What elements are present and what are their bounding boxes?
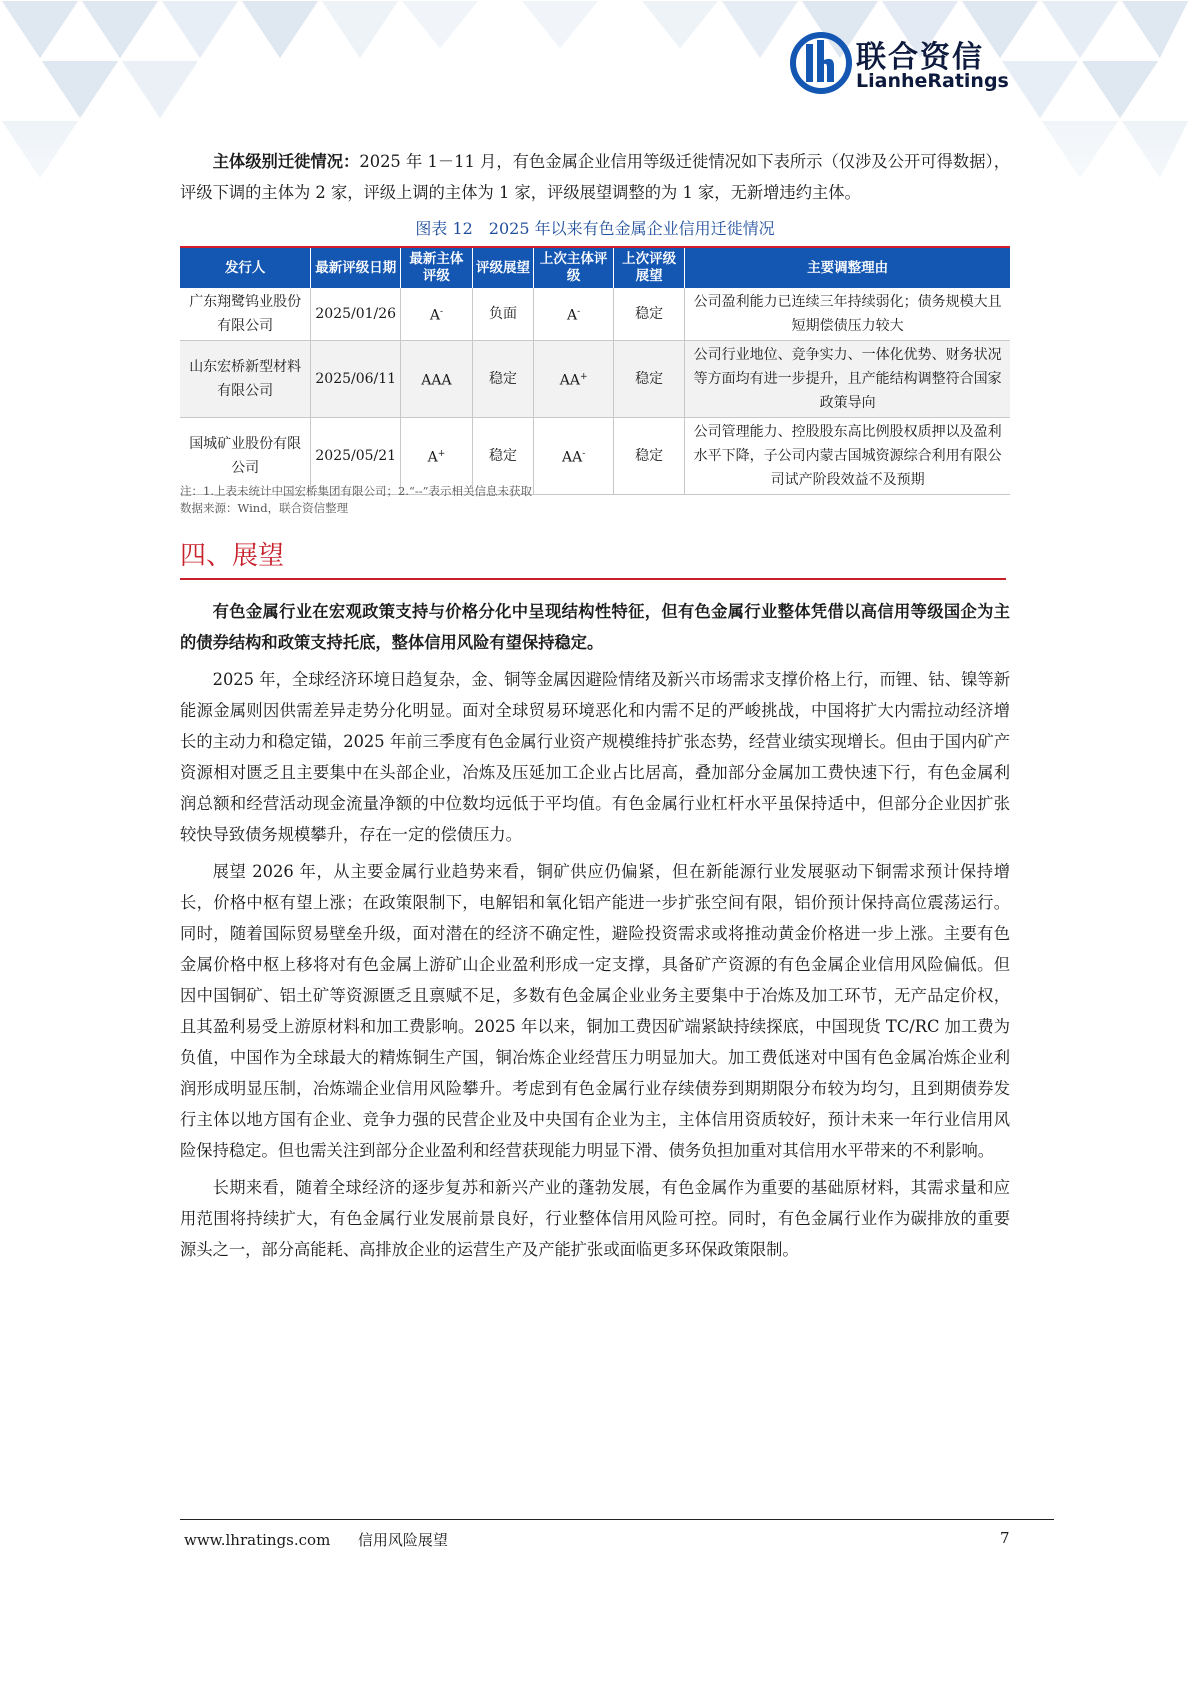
- intro-label: 主体级别迁徙情况：: [212, 152, 360, 171]
- logo-name-en: LianheRatings: [856, 70, 1009, 92]
- cell-rating: A-: [401, 288, 473, 341]
- cell-prev-rating: AA-: [534, 418, 614, 495]
- body-paragraph-3: 长期来看，随着全球经济的逐步复苏和新兴产业的蓬勃发展，有色金属作为重要的基础原材料，其需求量和应用范围将持续扩大，有色金属行业发展前景良好，行业整体信用风险可控。同时，有色金属行业作为碳排放的重要源头之一，部分高能耗、高排放企业的运营生产及产能扩张或面临更多环保政策限制。: [180, 1178, 1010, 1259]
- header-outlook: 评级展望: [472, 247, 534, 288]
- cell-prev-rating: A-: [534, 288, 614, 341]
- footer-website: www.lhratings.com: [184, 1531, 331, 1549]
- cell-prev-outlook: 稳定: [613, 288, 684, 341]
- cell-reason: 公司行业地位、竞争实力、一体化优势、财务状况等方面均有进一步提升，且产能结构调整符合国家政策导向: [685, 341, 1010, 418]
- table-row: [180, 341, 1010, 418]
- intro-paragraph: [180, 146, 1010, 208]
- cell-reason: 公司盈利能力已连续三年持续弱化；债务规模大且短期偿债压力较大: [685, 288, 1010, 341]
- outlook-body: [180, 596, 1010, 1265]
- footer-document-title: 信用风险展望: [357, 1531, 448, 1549]
- section-title: 四、展望: [180, 535, 1006, 580]
- cell-date: 2025/01/26: [311, 288, 401, 341]
- table-row: [180, 288, 1010, 341]
- cell-date: 2025/06/11: [311, 341, 401, 418]
- header-issuer: 发行人: [180, 247, 311, 288]
- header-latest-date: 最新评级日期: [311, 247, 401, 288]
- rating-migration-table: [180, 246, 1010, 495]
- cell-rating: AAA: [401, 341, 473, 418]
- cell-reason: 公司管理能力、控股股东高比例股权质押以及盈利水平下降，子公司内蒙古国城资源综合利用有限公司试产阶段效益不及预期: [685, 418, 1010, 495]
- page-number: 7: [1000, 1529, 1010, 1547]
- logo-name-cn: 联合资信: [856, 40, 984, 75]
- footer-left: [184, 1529, 448, 1550]
- intro-section: [180, 146, 1010, 208]
- lianhe-logo-icon: [790, 30, 852, 96]
- cell-outlook: 负面: [472, 288, 534, 341]
- table-notes: [180, 483, 1010, 517]
- company-logo: [790, 30, 1010, 100]
- cell-outlook: 稳定: [472, 418, 534, 495]
- table-source: 数据来源：Wind，联合资信整理: [180, 501, 349, 515]
- body-paragraph-2: 展望 2026 年，从主要金属行业趋势来看，铜矿供应仍偏紧，但在新能源行业发展驱动下铜需求预计保持增长，价格中枢有望上涨；在政策限制下，电解铝和氧化铝产能进一步扩张空间有限，铝价预计保持高位震荡运行。同时，随着国际贸易壁垒升级，面对潜在的经济不确定性，避险投资需求或将推动黄金价格进一步上涨。主要有色金属价格中枢上移将对有色金属上游矿山企业盈利形成一定支撑，具备矿产资源的有色金属企业信用风险偏低。但因中国铜矿、铝土矿等资源匮乏且禀赋不足，多数有色金属企业业务主要集中于冶炼及加工环节，无产品定价权，且其盈利易受上游原材料和加工费影响。2025 年以来，铜加工费因矿端紧缺持续探底，中国现货 TC/RC 加工费为负值，中国作为全球最大的精炼铜生产国，铜冶炼企业经营压力明显加大。加工费低迷对中国有色金属冶炼企业利润形成明显压制，冶炼端企业信用风险攀升。考虑到有色金属行业存续债券到期期限分布较为均匀，且到期债券发行主体以地方国有企业、竞争力强的民营企业及中央国有企业为主，主体信用资质较好，预计未来一年行业信用风险保持稳定。但也需关注到部分企业盈利和经营获现能力明显下滑、债务负担加重对其信用水平带来的不利影响。: [180, 862, 1010, 1160]
- table-note: 注：1.上表未统计中国宏桥集团有限公司；2.“--”表示相关信息未获取: [180, 484, 532, 498]
- header-prev-outlook: 上次评级展望: [613, 247, 684, 288]
- figure-caption: 图表 12 2025 年以来有色金属企业信用迁徙情况: [415, 219, 775, 238]
- header-reason: 主要调整理由: [685, 247, 1010, 288]
- cell-outlook: 稳定: [472, 341, 534, 418]
- cell-issuer: 山东宏桥新型材料有限公司: [180, 341, 311, 418]
- lead-paragraph: 有色金属行业在宏观政策支持与价格分化中呈现结构性特征，但有色金属行业整体凭借以高信用等级国企为主的债券结构和政策支持托底，整体信用风险有望保持稳定。: [180, 602, 1010, 652]
- body-paragraph-1: 2025 年，全球经济环境日趋复杂，金、铜等金属因避险情绪及新兴市场需求支撑价格上行，而锂、钴、镍等新能源金属则因供需差异走势分化明显。面对全球贸易环境恶化和内需不足的严峻挑战，中国将扩大内需拉动经济增长的主动力和稳定锚，2025 年前三季度有色金属行业资产规模维持扩张态势，经营业绩实现增长。但由于国内矿产资源相对匮乏且主要集中在头部企业，冶炼及压延加工企业占比居高，叠加部分金属加工费快速下行，有色金属利润总额和经营活动现金流量净额的中位数均远低于平均值。有色金属行业杠杆水平虽保持适中，但部分企业因扩张较快导致债务规模攀升，存在一定的偿债压力。: [180, 670, 1010, 844]
- cell-date: 2025/05/21: [311, 418, 401, 495]
- header-prev-rating: 上次主体评级: [534, 247, 614, 288]
- cell-rating: A+: [401, 418, 473, 495]
- header-latest-rating: 最新主体评级: [401, 247, 473, 288]
- cell-issuer: 国城矿业股份有限公司: [180, 418, 311, 495]
- intro-text: 2025 年 1－11 月，有色金属企业信用等级迁徙情况如下表所示（仅涉及公开可得数据），评级下调的主体为 2 家，评级上调的主体为 1 家，评级展望调整的为 1 家，无新增违约主体。: [180, 152, 1010, 202]
- cell-prev-outlook: 稳定: [613, 341, 684, 418]
- cell-prev-rating: AA+: [534, 341, 614, 418]
- cell-prev-outlook: 稳定: [613, 418, 684, 495]
- table-header-row: [180, 247, 1010, 288]
- footer-divider: [180, 1519, 1054, 1520]
- cell-issuer: 广东翔鹭钨业股份有限公司: [180, 288, 311, 341]
